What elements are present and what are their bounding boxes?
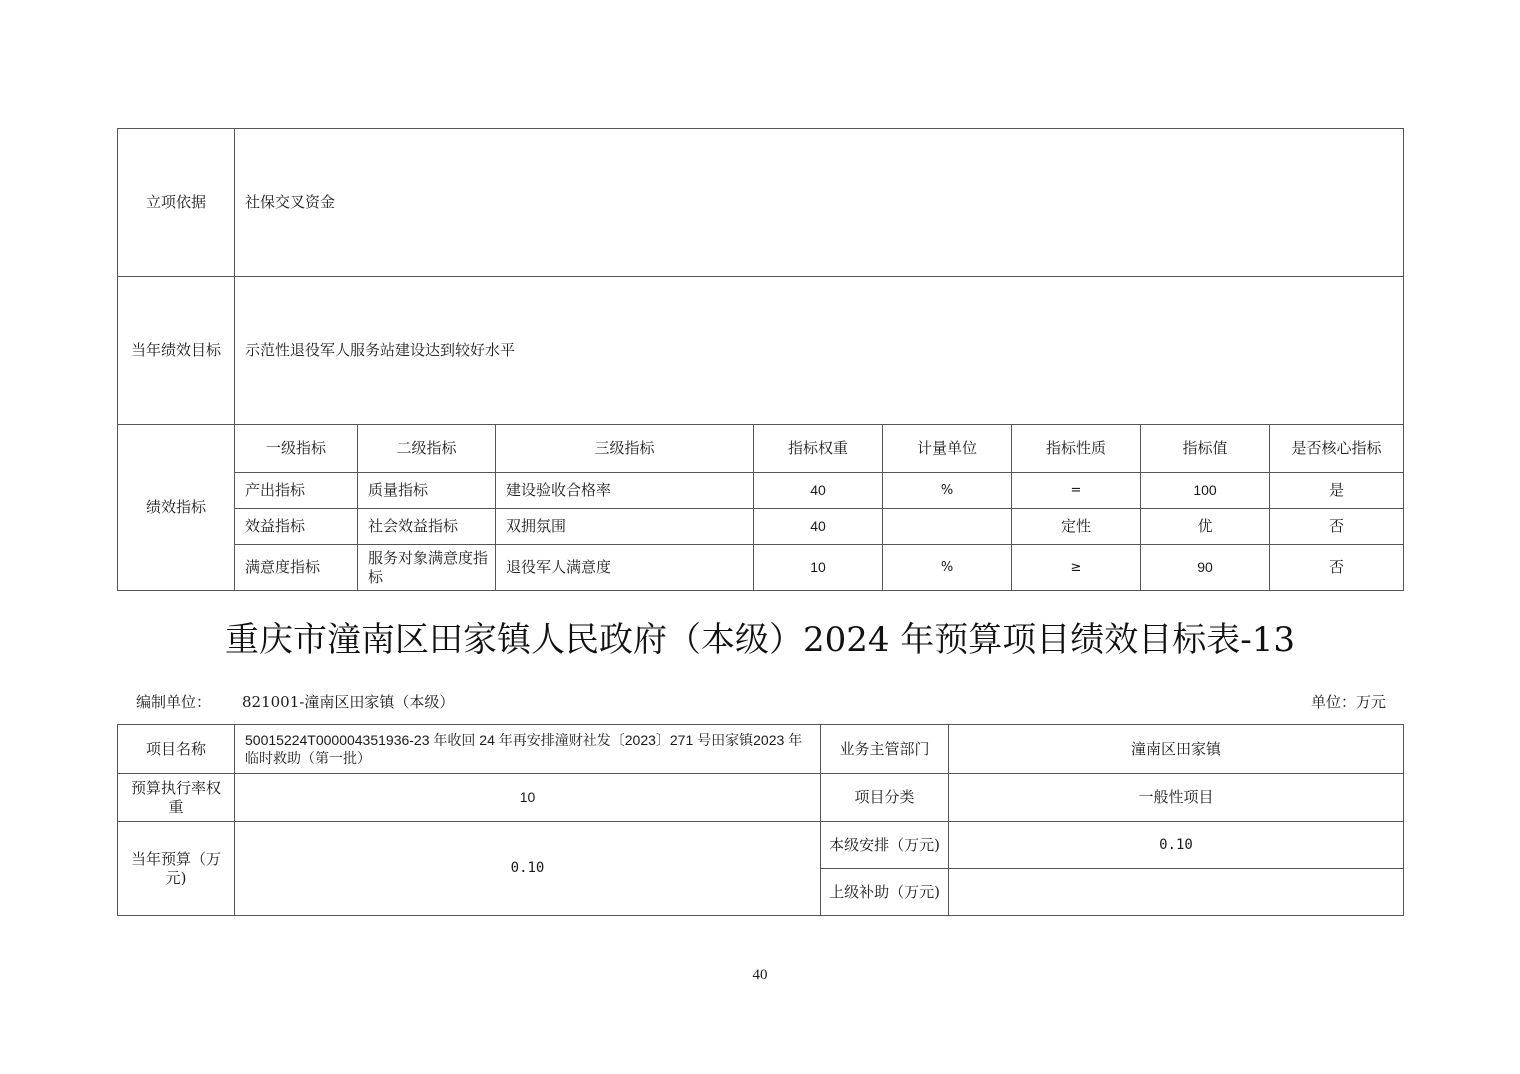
header-unit: 计量单位: [883, 425, 1012, 473]
cell-level1: 效益指标: [235, 509, 358, 545]
own-value: 0.10: [949, 822, 1404, 869]
category-label: 项目分类: [821, 774, 949, 822]
budget-label: 当年预算（万元): [118, 822, 235, 916]
cell-nature: ≥: [1012, 545, 1141, 591]
subsidy-value: [949, 869, 1404, 916]
header-level1: 一级指标: [235, 425, 358, 473]
header-level2: 二级指标: [358, 425, 496, 473]
project-name-value: 50015224T000004351936-23 年收回 24 年再安排潼财社发〔2023〕271 号田家镇2023 年临时救助（第一批）: [235, 725, 821, 774]
cell-level3: 建设验收合格率: [496, 473, 754, 509]
cell-value: 90: [1141, 545, 1270, 591]
cell-level2: 质量指标: [358, 473, 496, 509]
cell-core: 否: [1270, 545, 1404, 591]
page-title: 重庆市潼南区田家镇人民政府（本级）2024 年预算项目绩效目标表-13: [224, 620, 1296, 660]
table-row: [118, 473, 1404, 509]
dept-value: 潼南区田家镇: [949, 725, 1404, 774]
table-row: [118, 545, 1404, 591]
cell-core: 是: [1270, 473, 1404, 509]
cell-nature: 定性: [1012, 509, 1141, 545]
category-value: 一般性项目: [949, 774, 1404, 822]
budget-value: 0.10: [235, 822, 821, 916]
own-label: 本级安排（万元): [821, 822, 949, 869]
cell-value: 优: [1141, 509, 1270, 545]
header-weight: 指标权重: [754, 425, 883, 473]
compiling-unit-value: 821001-潼南区田家镇（本级）: [242, 693, 455, 711]
compiling-unit-label: 编制单位：: [136, 693, 212, 711]
header-core: 是否核心指标: [1270, 425, 1404, 473]
performance-table-upper: [117, 128, 1404, 591]
table-row: [118, 509, 1404, 545]
project-name-label: 项目名称: [118, 725, 235, 774]
cell-unit: %: [883, 473, 1012, 509]
currency-unit: 单位：万元: [1311, 693, 1387, 711]
cell-level1: 满意度指标: [235, 545, 358, 591]
cell-level2: 服务对象满意度指标: [358, 545, 496, 591]
subsidy-label: 上级补助（万元): [821, 869, 949, 916]
cell-level3: 退役军人满意度: [496, 545, 754, 591]
page-number: 40: [752, 967, 768, 983]
goal-value: 示范性退役军人服务站建设达到较好水平: [235, 277, 1404, 425]
header-value: 指标值: [1141, 425, 1270, 473]
cell-level1: 产出指标: [235, 473, 358, 509]
dept-label: 业务主管部门: [821, 725, 949, 774]
project-info-table: [117, 724, 1404, 916]
goal-label: 当年绩效目标: [118, 277, 235, 425]
exec-rate-value: 10: [235, 774, 821, 822]
cell-unit: %: [883, 545, 1012, 591]
cell-level2: 社会效益指标: [358, 509, 496, 545]
exec-rate-label: 预算执行率权重: [118, 774, 235, 822]
cell-weight: 40: [754, 509, 883, 545]
basis-value: 社保交叉资金: [235, 129, 1404, 277]
indicator-header-row: [118, 425, 1404, 473]
indicators-label: 绩效指标: [118, 425, 235, 591]
header-nature: 指标性质: [1012, 425, 1141, 473]
cell-nature: =: [1012, 473, 1141, 509]
header-level3: 三级指标: [496, 425, 754, 473]
cell-weight: 40: [754, 473, 883, 509]
cell-level3: 双拥氛围: [496, 509, 754, 545]
cell-core: 否: [1270, 509, 1404, 545]
cell-weight: 10: [754, 545, 883, 591]
basis-label: 立项依据: [118, 129, 235, 277]
cell-value: 100: [1141, 473, 1270, 509]
cell-unit: [883, 509, 1012, 545]
